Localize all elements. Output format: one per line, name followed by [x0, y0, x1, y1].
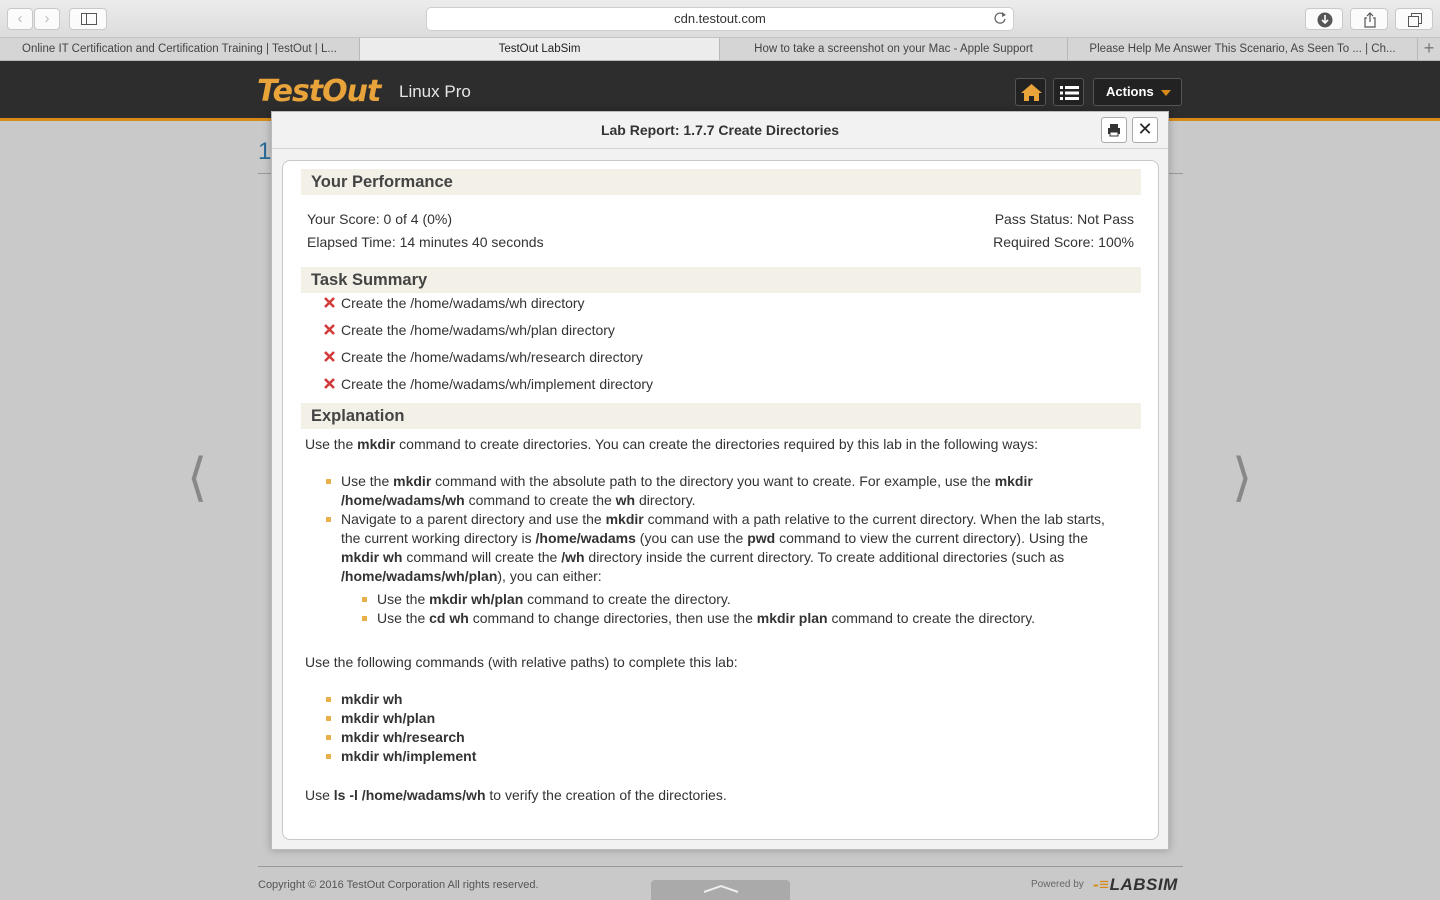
- failed-x-icon: [324, 378, 335, 389]
- browser-tab[interactable]: Please Help Me Answer This Scenario, As Seen To ... | Ch...: [1068, 38, 1418, 60]
- task-label: Create the /home/wadams/wh/research directory: [341, 349, 643, 365]
- share-button[interactable]: [1350, 8, 1388, 30]
- failed-x-icon: [324, 351, 335, 362]
- explanation-intro: Use the mkdir command to create directories. You can create the directories required by this lab in the following ways:: [305, 436, 1039, 452]
- testout-logo[interactable]: TestOut: [257, 74, 381, 109]
- failed-x-icon: [324, 297, 335, 308]
- explanation-bullet: Navigate to a parent directory and use the mkdir command with a path relative to the current directory. When the lab starts, the current working directory is /home/wadams (you can use the pwd command to view the current directory). Using the mkdir wh command will create the /wh directory inside the current directory. To create additional directories (such as /home/wadams/wh/plan), you can either:: [341, 511, 1105, 584]
- task-item: [341, 349, 643, 365]
- forward-button[interactable]: ›: [34, 8, 60, 30]
- pull-up-tab[interactable]: [651, 880, 790, 900]
- elapsed-time-text: Elapsed Time: 14 minutes 40 seconds: [307, 234, 544, 250]
- back-button[interactable]: ‹: [7, 8, 33, 30]
- sidebar-icon: [81, 13, 97, 25]
- downloads-button[interactable]: [1305, 8, 1343, 30]
- browser-tab[interactable]: Online IT Certification and Certification Training | TestOut | L...: [0, 38, 360, 60]
- pass-status-text: Pass Status: Not Pass: [994, 211, 1134, 227]
- reload-icon[interactable]: [993, 11, 1007, 25]
- score-text: Your Score: 0 of 4 (0%): [307, 211, 453, 227]
- bullet-icon: [326, 479, 331, 484]
- command-item: mkdir wh/plan: [341, 710, 436, 726]
- list-icon: [1054, 79, 1085, 107]
- bullet-icon: [326, 716, 331, 721]
- task-summary-heading: Task Summary: [301, 267, 1141, 293]
- task-item: [341, 376, 653, 392]
- footer-divider: [258, 866, 1183, 867]
- bullet-icon: [326, 517, 331, 522]
- bullet-icon: [326, 735, 331, 740]
- actions-dropdown[interactable]: [1093, 78, 1182, 106]
- task-label: Create the /home/wadams/wh/plan directory: [341, 322, 615, 338]
- share-icon: [1362, 12, 1378, 28]
- page-title: 1: [258, 138, 272, 165]
- dialog-title: Lab Report: 1.7.7 Create Directories: [272, 112, 1168, 149]
- command-item: mkdir wh/research: [341, 729, 465, 745]
- tabs-icon: [1407, 12, 1423, 28]
- bullet-icon: [326, 697, 331, 702]
- failed-x-icon: [324, 324, 335, 335]
- print-button[interactable]: [1101, 117, 1127, 143]
- tabs-overview-button[interactable]: [1395, 8, 1433, 30]
- report-panel: [282, 160, 1159, 840]
- menu-list-button[interactable]: [1053, 78, 1084, 106]
- explanation-sub-bullet: Use the mkdir wh/plan command to create the directory.: [377, 591, 731, 607]
- product-name: Linux Pro: [399, 82, 471, 101]
- address-bar[interactable]: [426, 7, 1014, 31]
- home-button[interactable]: [1015, 78, 1046, 106]
- task-item: [341, 322, 615, 338]
- task-label: Create the /home/wadams/wh directory: [341, 295, 585, 311]
- sidebar-toggle-button[interactable]: [69, 8, 107, 30]
- browser-tab[interactable]: How to take a screenshot on your Mac - Apple Support: [720, 38, 1068, 60]
- labsim-logo: -≡LABSIM: [1093, 875, 1178, 894]
- close-button[interactable]: [1132, 117, 1158, 143]
- url-text: cdn.testout.com: [674, 11, 766, 26]
- bullet-icon: [326, 754, 331, 759]
- copyright-text: Copyright © 2016 TestOut Corporation All rights reserved.: [258, 879, 539, 891]
- powered-by-text: Powered by: [1031, 879, 1084, 890]
- print-icon: [1102, 118, 1126, 142]
- lab-report-dialog: [271, 111, 1169, 850]
- required-score-text: Required Score: 100%: [993, 234, 1134, 250]
- caret-down-icon: [1161, 90, 1171, 96]
- explanation-bullet: Use the mkdir command with the absolute path to the directory you want to create. For example, use the mkdir /home/wadams/wh command to create the wh directory.: [341, 473, 1033, 508]
- task-item: [341, 295, 585, 311]
- actions-label: Actions: [1106, 84, 1154, 99]
- command-item: mkdir wh/implement: [341, 748, 477, 764]
- command-item: mkdir wh: [341, 691, 403, 707]
- tab-bar: [0, 38, 1440, 61]
- chevron-up-icon: [651, 880, 790, 900]
- browser-toolbar: [0, 0, 1440, 38]
- bullet-icon: [362, 597, 367, 602]
- download-icon: [1317, 12, 1333, 28]
- task-label: Create the /home/wadams/wh/implement directory: [341, 376, 654, 392]
- previous-arrow-icon[interactable]: ⟨: [187, 448, 208, 508]
- next-arrow-icon[interactable]: ⟩: [1232, 448, 1253, 508]
- new-tab-button[interactable]: +: [1423, 38, 1435, 58]
- performance-heading: Your Performance: [301, 169, 1141, 195]
- close-icon: ✕: [1137, 119, 1153, 139]
- browser-tab-active[interactable]: TestOut LabSim: [360, 38, 720, 60]
- bullet-icon: [362, 616, 367, 621]
- commands-intro: Use the following commands (with relative paths) to complete this lab:: [305, 654, 738, 670]
- verify-text: Use ls -l /home/wadams/wh to verify the creation of the directories.: [305, 787, 727, 803]
- home-icon: [1016, 79, 1047, 107]
- explanation-sub-bullet: Use the cd wh command to change directories, then use the mkdir plan command to create the directory.: [377, 610, 1036, 626]
- explanation-heading: Explanation: [301, 403, 1141, 429]
